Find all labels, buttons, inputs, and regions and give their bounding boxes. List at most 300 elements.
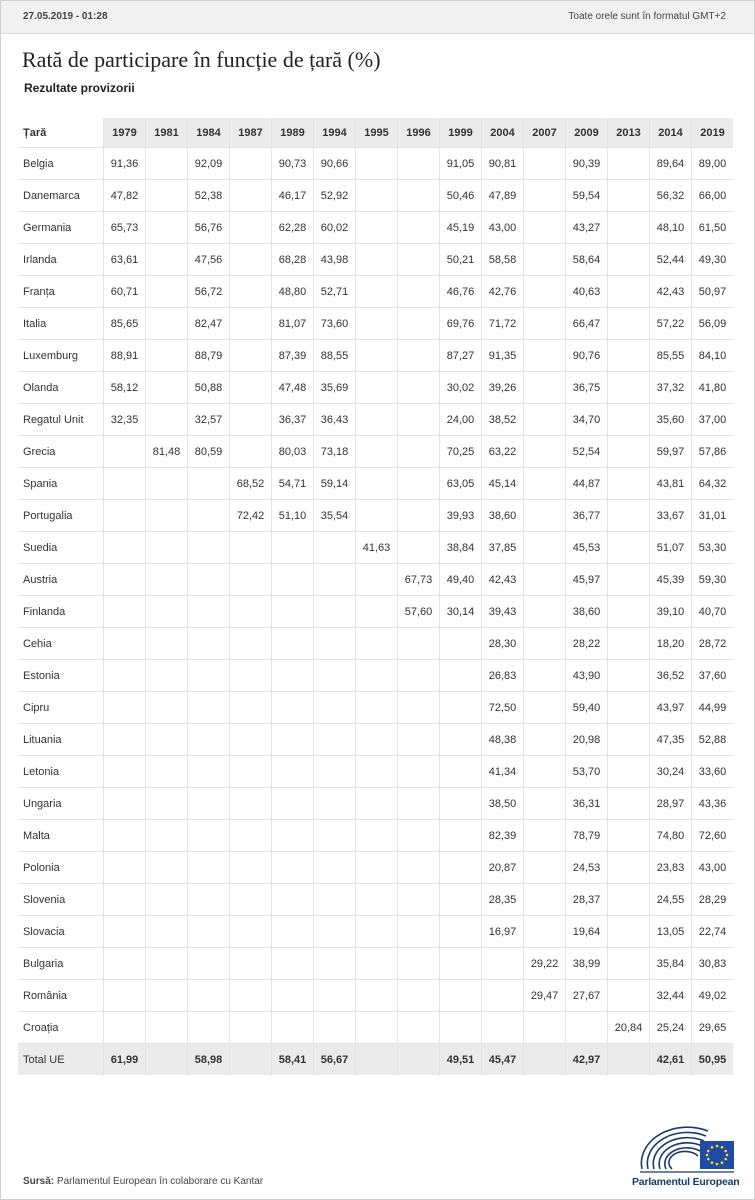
turnout-cell — [230, 660, 272, 692]
turnout-cell — [524, 372, 566, 404]
year-column-header: 1979 — [104, 118, 146, 148]
year-column-header: 1994 — [314, 118, 356, 148]
turnout-cell — [146, 756, 188, 788]
turnout-cell — [230, 1044, 272, 1076]
turnout-cell: 41,34 — [482, 756, 524, 788]
turnout-cell — [398, 532, 440, 564]
turnout-cell — [104, 628, 146, 660]
turnout-cell: 48,10 — [650, 212, 692, 244]
turnout-cell — [188, 564, 230, 596]
table-row — [18, 404, 733, 436]
turnout-cell: 49,02 — [692, 980, 734, 1012]
turnout-cell — [356, 884, 398, 916]
turnout-cell — [104, 980, 146, 1012]
turnout-cell: 27,67 — [566, 980, 608, 1012]
turnout-cell: 43,36 — [692, 788, 734, 820]
table-row — [18, 596, 733, 628]
turnout-cell — [524, 340, 566, 372]
turnout-cell — [230, 596, 272, 628]
table-row — [18, 276, 733, 308]
turnout-cell: 91,36 — [104, 148, 146, 180]
turnout-cell — [398, 884, 440, 916]
turnout-cell: 28,37 — [566, 884, 608, 916]
turnout-cell — [230, 212, 272, 244]
turnout-cell — [482, 1012, 524, 1044]
turnout-cell: 50,95 — [692, 1044, 734, 1076]
turnout-cell — [608, 564, 650, 596]
turnout-cell — [230, 1012, 272, 1044]
turnout-cell: 69,76 — [440, 308, 482, 340]
turnout-cell — [356, 820, 398, 852]
turnout-cell — [272, 788, 314, 820]
turnout-cell — [188, 1012, 230, 1044]
turnout-cell — [566, 1012, 608, 1044]
turnout-cell — [314, 1012, 356, 1044]
turnout-cell — [356, 724, 398, 756]
turnout-cell: 66,00 — [692, 180, 734, 212]
turnout-cell — [230, 916, 272, 948]
turnout-cell: 56,72 — [188, 276, 230, 308]
turnout-cell — [524, 820, 566, 852]
turnout-cell: 42,61 — [650, 1044, 692, 1076]
turnout-cell: 32,35 — [104, 404, 146, 436]
year-column-header: 1984 — [188, 118, 230, 148]
table-row — [18, 308, 733, 340]
table-row — [18, 436, 733, 468]
turnout-cell — [440, 884, 482, 916]
turnout-cell: 47,82 — [104, 180, 146, 212]
turnout-cell: 50,88 — [188, 372, 230, 404]
turnout-cell: 60,71 — [104, 276, 146, 308]
turnout-cell: 45,53 — [566, 532, 608, 564]
country-cell: România — [18, 980, 104, 1012]
turnout-cell: 90,81 — [482, 148, 524, 180]
turnout-cell — [272, 916, 314, 948]
turnout-cell — [230, 180, 272, 212]
turnout-cell — [314, 788, 356, 820]
turnout-cell — [524, 916, 566, 948]
turnout-cell — [104, 692, 146, 724]
turnout-cell — [188, 500, 230, 532]
turnout-cell: 52,54 — [566, 436, 608, 468]
country-cell: Letonia — [18, 756, 104, 788]
turnout-cell — [608, 980, 650, 1012]
turnout-cell — [314, 916, 356, 948]
turnout-cell: 30,83 — [692, 948, 734, 980]
turnout-cell: 58,58 — [482, 244, 524, 276]
turnout-cell — [608, 340, 650, 372]
turnout-cell: 28,72 — [692, 628, 734, 660]
turnout-cell: 43,81 — [650, 468, 692, 500]
turnout-cell — [356, 916, 398, 948]
turnout-cell — [608, 948, 650, 980]
turnout-cell — [524, 1012, 566, 1044]
year-column-header: 1987 — [230, 118, 272, 148]
turnout-cell — [146, 884, 188, 916]
year-column-header: 1999 — [440, 118, 482, 148]
country-cell: Suedia — [18, 532, 104, 564]
turnout-cell — [440, 916, 482, 948]
turnout-cell — [356, 180, 398, 212]
turnout-cell — [440, 692, 482, 724]
turnout-cell: 88,79 — [188, 340, 230, 372]
turnout-cell — [230, 884, 272, 916]
turnout-cell — [356, 372, 398, 404]
turnout-cell: 66,47 — [566, 308, 608, 340]
turnout-cell: 87,27 — [440, 340, 482, 372]
turnout-cell: 29,22 — [524, 948, 566, 980]
turnout-cell: 20,98 — [566, 724, 608, 756]
turnout-cell: 43,97 — [650, 692, 692, 724]
turnout-cell: 91,05 — [440, 148, 482, 180]
turnout-cell — [608, 404, 650, 436]
turnout-cell — [230, 532, 272, 564]
turnout-cell: 61,50 — [692, 212, 734, 244]
turnout-cell — [356, 468, 398, 500]
turnout-cell — [356, 660, 398, 692]
timezone-note: Toate orele sunt în formatul GMT+2 — [568, 11, 726, 22]
turnout-cell — [524, 852, 566, 884]
turnout-cell — [230, 244, 272, 276]
turnout-cell: 13,05 — [650, 916, 692, 948]
turnout-cell — [398, 308, 440, 340]
turnout-cell — [356, 596, 398, 628]
turnout-cell: 63,05 — [440, 468, 482, 500]
turnout-cell — [272, 564, 314, 596]
table-row — [18, 532, 733, 564]
turnout-cell: 64,32 — [692, 468, 734, 500]
turnout-cell — [356, 436, 398, 468]
turnout-cell: 19,64 — [566, 916, 608, 948]
turnout-cell: 50,46 — [440, 180, 482, 212]
turnout-cell: 84,10 — [692, 340, 734, 372]
turnout-cell: 54,71 — [272, 468, 314, 500]
turnout-cell — [146, 596, 188, 628]
turnout-cell: 22,74 — [692, 916, 734, 948]
turnout-cell: 90,73 — [272, 148, 314, 180]
turnout-cell: 53,30 — [692, 532, 734, 564]
turnout-cell: 28,30 — [482, 628, 524, 660]
turnout-cell: 43,27 — [566, 212, 608, 244]
turnout-cell: 90,66 — [314, 148, 356, 180]
table-row — [18, 500, 733, 532]
page-title: Rată de participare în funcție de țară (%) — [22, 47, 381, 72]
table-row — [18, 980, 733, 1012]
turnout-cell: 35,54 — [314, 500, 356, 532]
turnout-cell — [356, 628, 398, 660]
turnout-cell — [608, 276, 650, 308]
year-column-header: 2019 — [692, 118, 734, 148]
turnout-cell — [146, 724, 188, 756]
turnout-cell: 44,87 — [566, 468, 608, 500]
turnout-cell: 62,28 — [272, 212, 314, 244]
turnout-cell: 37,32 — [650, 372, 692, 404]
turnout-cell — [146, 404, 188, 436]
turnout-cell: 23,83 — [650, 852, 692, 884]
turnout-cell — [104, 756, 146, 788]
turnout-cell: 44,99 — [692, 692, 734, 724]
turnout-cell: 57,60 — [398, 596, 440, 628]
turnout-cell — [314, 532, 356, 564]
turnout-cell: 51,10 — [272, 500, 314, 532]
turnout-cell: 60,02 — [314, 212, 356, 244]
turnout-cell: 30,02 — [440, 372, 482, 404]
turnout-cell: 24,53 — [566, 852, 608, 884]
turnout-cell — [608, 148, 650, 180]
turnout-cell: 49,40 — [440, 564, 482, 596]
turnout-cell: 47,56 — [188, 244, 230, 276]
table-row — [18, 788, 733, 820]
turnout-cell — [314, 948, 356, 980]
turnout-cell: 43,98 — [314, 244, 356, 276]
turnout-cell: 41,80 — [692, 372, 734, 404]
turnout-cell — [188, 756, 230, 788]
turnout-cell — [524, 308, 566, 340]
turnout-cell — [272, 1012, 314, 1044]
turnout-cell: 85,55 — [650, 340, 692, 372]
turnout-cell — [482, 980, 524, 1012]
turnout-cell — [104, 660, 146, 692]
turnout-cell: 31,01 — [692, 500, 734, 532]
country-cell: Polonia — [18, 852, 104, 884]
turnout-cell — [146, 948, 188, 980]
year-column-header: 2013 — [608, 118, 650, 148]
turnout-cell — [104, 820, 146, 852]
turnout-cell: 90,76 — [566, 340, 608, 372]
turnout-cell: 39,93 — [440, 500, 482, 532]
turnout-cell — [188, 948, 230, 980]
turnout-cell: 85,65 — [104, 308, 146, 340]
table-row — [18, 628, 733, 660]
turnout-cell — [272, 692, 314, 724]
turnout-cell — [398, 628, 440, 660]
turnout-cell — [608, 884, 650, 916]
turnout-cell: 63,22 — [482, 436, 524, 468]
table-row — [18, 1012, 733, 1044]
turnout-cell — [272, 852, 314, 884]
turnout-cell: 28,22 — [566, 628, 608, 660]
turnout-cell — [104, 436, 146, 468]
turnout-cell — [356, 500, 398, 532]
turnout-cell — [104, 788, 146, 820]
turnout-cell: 59,40 — [566, 692, 608, 724]
turnout-cell: 52,38 — [188, 180, 230, 212]
turnout-cell — [356, 148, 398, 180]
country-cell: Grecia — [18, 436, 104, 468]
turnout-cell: 38,60 — [482, 500, 524, 532]
turnout-cell — [608, 500, 650, 532]
turnout-cell — [524, 244, 566, 276]
country-cell: Ungaria — [18, 788, 104, 820]
turnout-cell — [188, 820, 230, 852]
country-cell: Estonia — [18, 660, 104, 692]
turnout-cell: 45,47 — [482, 1044, 524, 1076]
turnout-cell — [272, 756, 314, 788]
turnout-cell — [608, 788, 650, 820]
year-column-header: 1989 — [272, 118, 314, 148]
turnout-cell — [398, 212, 440, 244]
turnout-cell — [524, 180, 566, 212]
turnout-cell — [230, 340, 272, 372]
turnout-cell: 52,88 — [692, 724, 734, 756]
turnout-cell — [524, 436, 566, 468]
turnout-cell — [188, 532, 230, 564]
turnout-cell — [104, 500, 146, 532]
turnout-cell: 57,22 — [650, 308, 692, 340]
country-cell: Cipru — [18, 692, 104, 724]
country-cell: Luxemburg — [18, 340, 104, 372]
turnout-cell — [440, 756, 482, 788]
turnout-cell: 68,28 — [272, 244, 314, 276]
turnout-cell — [356, 788, 398, 820]
turnout-cell: 78,79 — [566, 820, 608, 852]
turnout-cell — [398, 948, 440, 980]
turnout-cell — [188, 788, 230, 820]
turnout-cell — [230, 308, 272, 340]
turnout-cell: 47,89 — [482, 180, 524, 212]
turnout-cell: 72,60 — [692, 820, 734, 852]
turnout-cell: 36,37 — [272, 404, 314, 436]
turnout-cell: 56,09 — [692, 308, 734, 340]
turnout-cell: 49,51 — [440, 1044, 482, 1076]
country-cell: Germania — [18, 212, 104, 244]
turnout-cell: 58,98 — [188, 1044, 230, 1076]
turnout-cell — [524, 564, 566, 596]
turnout-cell: 51,07 — [650, 532, 692, 564]
turnout-cell: 50,21 — [440, 244, 482, 276]
turnout-cell: 48,38 — [482, 724, 524, 756]
turnout-cell — [356, 308, 398, 340]
turnout-cell: 46,17 — [272, 180, 314, 212]
table-row — [18, 916, 733, 948]
turnout-cell — [146, 276, 188, 308]
turnout-cell — [398, 788, 440, 820]
turnout-cell — [146, 692, 188, 724]
turnout-cell: 42,97 — [566, 1044, 608, 1076]
turnout-cell: 39,43 — [482, 596, 524, 628]
turnout-cell — [608, 308, 650, 340]
turnout-cell — [104, 468, 146, 500]
turnout-cell: 36,77 — [566, 500, 608, 532]
turnout-cell — [314, 820, 356, 852]
turnout-cell: 50,97 — [692, 276, 734, 308]
turnout-cell: 36,31 — [566, 788, 608, 820]
turnout-cell — [440, 660, 482, 692]
table-row — [18, 564, 733, 596]
turnout-cell — [104, 564, 146, 596]
turnout-cell: 59,30 — [692, 564, 734, 596]
table-row — [18, 660, 733, 692]
turnout-cell: 47,48 — [272, 372, 314, 404]
turnout-cell: 72,42 — [230, 500, 272, 532]
turnout-cell — [440, 788, 482, 820]
country-cell: Spania — [18, 468, 104, 500]
turnout-cell — [230, 564, 272, 596]
turnout-cell: 56,32 — [650, 180, 692, 212]
turnout-cell — [188, 884, 230, 916]
turnout-cell — [608, 212, 650, 244]
turnout-cell — [524, 884, 566, 916]
turnout-cell: 30,24 — [650, 756, 692, 788]
turnout-cell — [146, 340, 188, 372]
country-cell: Franța — [18, 276, 104, 308]
turnout-cell: 35,60 — [650, 404, 692, 436]
turnout-cell: 88,91 — [104, 340, 146, 372]
turnout-cell — [524, 148, 566, 180]
turnout-cell: 81,07 — [272, 308, 314, 340]
turnout-cell: 73,60 — [314, 308, 356, 340]
turnout-cell: 71,72 — [482, 308, 524, 340]
turnout-cell: 38,50 — [482, 788, 524, 820]
turnout-cell: 61,99 — [104, 1044, 146, 1076]
turnout-cell — [524, 1044, 566, 1076]
turnout-cell — [356, 756, 398, 788]
turnout-cell: 56,67 — [314, 1044, 356, 1076]
total-row — [18, 1044, 733, 1076]
turnout-cell — [440, 820, 482, 852]
turnout-cell — [398, 852, 440, 884]
turnout-cell — [104, 916, 146, 948]
turnout-cell: 43,90 — [566, 660, 608, 692]
turnout-cell — [146, 180, 188, 212]
turnout-cell: 20,87 — [482, 852, 524, 884]
turnout-cell: 33,60 — [692, 756, 734, 788]
turnout-cell — [524, 404, 566, 436]
table-row — [18, 756, 733, 788]
turnout-cell: 38,84 — [440, 532, 482, 564]
turnout-cell — [398, 500, 440, 532]
turnout-cell — [146, 212, 188, 244]
turnout-cell — [272, 820, 314, 852]
turnout-cell: 89,64 — [650, 148, 692, 180]
turnout-cell — [146, 500, 188, 532]
turnout-cell — [608, 756, 650, 788]
turnout-cell — [608, 916, 650, 948]
source-label: Sursă: — [23, 1176, 55, 1187]
turnout-cell: 26,83 — [482, 660, 524, 692]
turnout-cell — [356, 276, 398, 308]
turnout-cell: 32,57 — [188, 404, 230, 436]
turnout-cell — [524, 468, 566, 500]
turnout-cell — [398, 1044, 440, 1076]
country-cell: Regatul Unit — [18, 404, 104, 436]
turnout-cell — [272, 980, 314, 1012]
turnout-cell: 43,00 — [482, 212, 524, 244]
country-column-header: Țară — [18, 118, 104, 148]
turnout-cell: 63,61 — [104, 244, 146, 276]
turnout-cell: 74,80 — [650, 820, 692, 852]
year-column-header: 2007 — [524, 118, 566, 148]
turnout-cell — [356, 244, 398, 276]
turnout-cell — [188, 628, 230, 660]
turnout-cell — [314, 660, 356, 692]
turnout-cell: 37,60 — [692, 660, 734, 692]
country-cell: Danemarca — [18, 180, 104, 212]
turnout-cell — [524, 628, 566, 660]
turnout-cell: 35,84 — [650, 948, 692, 980]
turnout-cell — [146, 372, 188, 404]
turnout-cell — [146, 820, 188, 852]
turnout-cell — [146, 660, 188, 692]
turnout-cell: 52,92 — [314, 180, 356, 212]
turnout-cell: 58,64 — [566, 244, 608, 276]
turnout-cell: 39,26 — [482, 372, 524, 404]
turnout-cell: 87,39 — [272, 340, 314, 372]
turnout-cell — [356, 564, 398, 596]
turnout-cell: 36,43 — [314, 404, 356, 436]
turnout-cell — [272, 596, 314, 628]
turnout-cell — [398, 916, 440, 948]
